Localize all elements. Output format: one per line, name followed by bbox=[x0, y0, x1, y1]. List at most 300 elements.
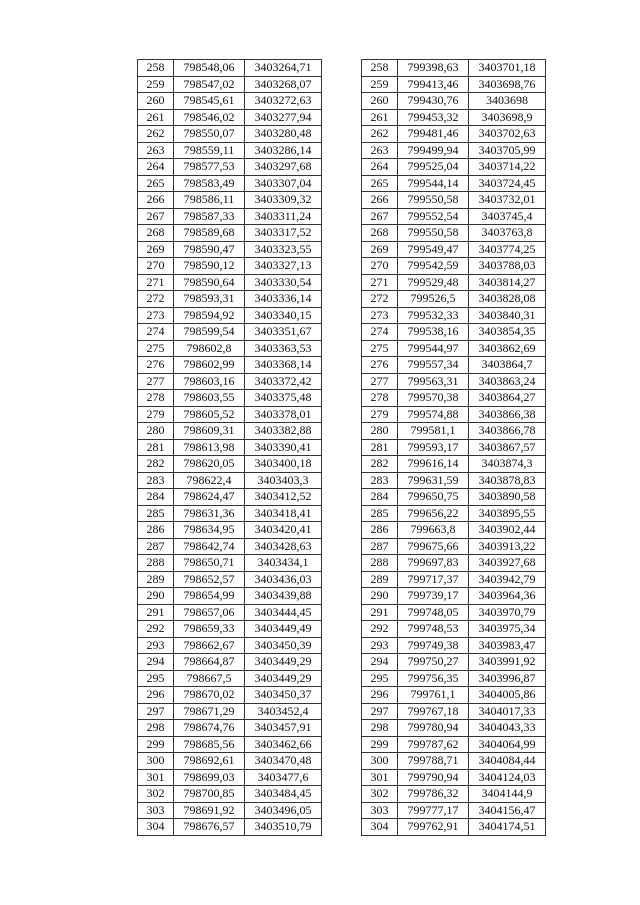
x-coordinate-cell: 798650,71 bbox=[174, 555, 245, 572]
x-coordinate-cell: 798559,11 bbox=[174, 142, 245, 159]
x-coordinate-cell: 798577,53 bbox=[174, 159, 245, 176]
point-number-cell: 259 bbox=[138, 76, 174, 93]
x-coordinate-cell: 798699,03 bbox=[174, 769, 245, 786]
y-coordinate-cell: 3403702,63 bbox=[469, 126, 546, 143]
x-coordinate-cell: 799413,46 bbox=[398, 76, 469, 93]
table-row bbox=[138, 571, 322, 588]
x-coordinate-cell: 799549,47 bbox=[398, 241, 469, 258]
y-coordinate-cell: 3403436,03 bbox=[245, 571, 322, 588]
coordinate-table-left bbox=[137, 59, 322, 836]
x-coordinate-cell: 798667,5 bbox=[174, 670, 245, 687]
table-row bbox=[138, 225, 322, 242]
table-row bbox=[138, 555, 322, 572]
point-number-cell: 271 bbox=[362, 274, 398, 291]
point-number-cell: 282 bbox=[362, 456, 398, 473]
x-coordinate-cell: 799739,17 bbox=[398, 588, 469, 605]
point-number-cell: 303 bbox=[138, 802, 174, 819]
table-row bbox=[138, 505, 322, 522]
x-coordinate-cell: 798642,74 bbox=[174, 538, 245, 555]
x-coordinate-cell: 799663,8 bbox=[398, 522, 469, 539]
table-row bbox=[362, 753, 546, 770]
y-coordinate-cell: 3403307,04 bbox=[245, 175, 322, 192]
x-coordinate-cell: 799748,05 bbox=[398, 604, 469, 621]
point-number-cell: 296 bbox=[138, 687, 174, 704]
y-coordinate-cell: 3403400,18 bbox=[245, 456, 322, 473]
x-coordinate-cell: 799786,32 bbox=[398, 786, 469, 803]
table-row bbox=[138, 819, 322, 836]
y-coordinate-cell: 3403862,69 bbox=[469, 340, 546, 357]
y-coordinate-cell: 3403340,15 bbox=[245, 307, 322, 324]
table-row bbox=[362, 208, 546, 225]
table-row bbox=[138, 786, 322, 803]
table-row bbox=[362, 192, 546, 209]
y-coordinate-cell: 3403450,39 bbox=[245, 637, 322, 654]
y-coordinate-cell: 3403382,88 bbox=[245, 423, 322, 440]
table-row bbox=[362, 637, 546, 654]
table-row bbox=[138, 307, 322, 324]
y-coordinate-cell: 3403788,03 bbox=[469, 258, 546, 275]
x-coordinate-cell: 798700,85 bbox=[174, 786, 245, 803]
point-number-cell: 271 bbox=[138, 274, 174, 291]
x-coordinate-cell: 798593,31 bbox=[174, 291, 245, 308]
x-coordinate-cell: 798670,02 bbox=[174, 687, 245, 704]
point-number-cell: 277 bbox=[362, 373, 398, 390]
x-coordinate-cell: 799544,97 bbox=[398, 340, 469, 357]
point-number-cell: 266 bbox=[138, 192, 174, 209]
x-coordinate-cell: 798586,11 bbox=[174, 192, 245, 209]
x-coordinate-cell: 799787,62 bbox=[398, 736, 469, 753]
table-row bbox=[362, 258, 546, 275]
x-coordinate-cell: 798685,56 bbox=[174, 736, 245, 753]
point-number-cell: 293 bbox=[138, 637, 174, 654]
point-number-cell: 291 bbox=[138, 604, 174, 621]
table-row bbox=[362, 93, 546, 110]
table-row bbox=[138, 687, 322, 704]
point-number-cell: 301 bbox=[138, 769, 174, 786]
point-number-cell: 302 bbox=[138, 786, 174, 803]
table-row bbox=[362, 274, 546, 291]
y-coordinate-cell: 3403996,87 bbox=[469, 670, 546, 687]
x-coordinate-cell: 799538,16 bbox=[398, 324, 469, 341]
y-coordinate-cell: 3403351,67 bbox=[245, 324, 322, 341]
table-row bbox=[362, 423, 546, 440]
x-coordinate-cell: 799761,1 bbox=[398, 687, 469, 704]
x-coordinate-cell: 799656,22 bbox=[398, 505, 469, 522]
y-coordinate-cell: 3403698,9 bbox=[469, 109, 546, 126]
y-coordinate-cell: 3403895,55 bbox=[469, 505, 546, 522]
table-row bbox=[138, 324, 322, 341]
x-coordinate-cell: 798605,52 bbox=[174, 406, 245, 423]
point-number-cell: 269 bbox=[362, 241, 398, 258]
coordinate-table-right bbox=[361, 59, 546, 836]
point-number-cell: 295 bbox=[138, 670, 174, 687]
table-row bbox=[138, 208, 322, 225]
x-coordinate-cell: 799529,48 bbox=[398, 274, 469, 291]
table-row bbox=[138, 76, 322, 93]
y-coordinate-cell: 3403745,4 bbox=[469, 208, 546, 225]
x-coordinate-cell: 798545,61 bbox=[174, 93, 245, 110]
y-coordinate-cell: 3403449,49 bbox=[245, 621, 322, 638]
point-number-cell: 289 bbox=[362, 571, 398, 588]
table-row bbox=[138, 175, 322, 192]
point-number-cell: 293 bbox=[362, 637, 398, 654]
table-row bbox=[362, 109, 546, 126]
table-row bbox=[138, 274, 322, 291]
x-coordinate-cell: 799788,71 bbox=[398, 753, 469, 770]
y-coordinate-cell: 3404017,33 bbox=[469, 703, 546, 720]
y-coordinate-cell: 3403390,41 bbox=[245, 439, 322, 456]
table-row bbox=[138, 60, 322, 77]
table-row bbox=[138, 670, 322, 687]
table-row bbox=[362, 472, 546, 489]
y-coordinate-cell: 3403403,3 bbox=[245, 472, 322, 489]
x-coordinate-cell: 799544,14 bbox=[398, 175, 469, 192]
y-coordinate-cell: 3403428,63 bbox=[245, 538, 322, 555]
table-row bbox=[138, 241, 322, 258]
y-coordinate-cell: 3403470,48 bbox=[245, 753, 322, 770]
y-coordinate-cell: 3403724,45 bbox=[469, 175, 546, 192]
table-row bbox=[362, 604, 546, 621]
table-row bbox=[138, 637, 322, 654]
x-coordinate-cell: 799525,04 bbox=[398, 159, 469, 176]
point-number-cell: 285 bbox=[138, 505, 174, 522]
point-number-cell: 302 bbox=[362, 786, 398, 803]
point-number-cell: 283 bbox=[138, 472, 174, 489]
table-row bbox=[362, 505, 546, 522]
x-coordinate-cell: 799650,75 bbox=[398, 489, 469, 506]
y-coordinate-cell: 3403372,42 bbox=[245, 373, 322, 390]
x-coordinate-cell: 798546,02 bbox=[174, 109, 245, 126]
y-coordinate-cell: 3404144,9 bbox=[469, 786, 546, 803]
y-coordinate-cell: 3403874,3 bbox=[469, 456, 546, 473]
table-row bbox=[138, 753, 322, 770]
x-coordinate-cell: 799570,38 bbox=[398, 390, 469, 407]
y-coordinate-cell: 3403863,24 bbox=[469, 373, 546, 390]
x-coordinate-cell: 798547,02 bbox=[174, 76, 245, 93]
x-coordinate-cell: 799550,58 bbox=[398, 192, 469, 209]
x-coordinate-cell: 798603,16 bbox=[174, 373, 245, 390]
table-row bbox=[362, 159, 546, 176]
x-coordinate-cell: 799532,33 bbox=[398, 307, 469, 324]
table-row bbox=[362, 439, 546, 456]
table-row bbox=[362, 324, 546, 341]
x-coordinate-cell: 799750,27 bbox=[398, 654, 469, 671]
table-row bbox=[362, 802, 546, 819]
table-row bbox=[362, 522, 546, 539]
y-coordinate-cell: 3403913,22 bbox=[469, 538, 546, 555]
point-number-cell: 294 bbox=[362, 654, 398, 671]
y-coordinate-cell: 3403991,92 bbox=[469, 654, 546, 671]
y-coordinate-cell: 3403902,44 bbox=[469, 522, 546, 539]
x-coordinate-cell: 798583,49 bbox=[174, 175, 245, 192]
table-row bbox=[362, 373, 546, 390]
point-number-cell: 287 bbox=[138, 538, 174, 555]
point-number-cell: 270 bbox=[362, 258, 398, 275]
y-coordinate-cell: 3403434,1 bbox=[245, 555, 322, 572]
y-coordinate-cell: 3404156,47 bbox=[469, 802, 546, 819]
point-number-cell: 297 bbox=[138, 703, 174, 720]
table-row bbox=[362, 456, 546, 473]
point-number-cell: 260 bbox=[138, 93, 174, 110]
y-coordinate-cell: 3403484,45 bbox=[245, 786, 322, 803]
table-row bbox=[362, 291, 546, 308]
y-coordinate-cell: 3404124,03 bbox=[469, 769, 546, 786]
point-number-cell: 269 bbox=[138, 241, 174, 258]
y-coordinate-cell: 3403452,4 bbox=[245, 703, 322, 720]
point-number-cell: 273 bbox=[362, 307, 398, 324]
y-coordinate-cell: 3403277,94 bbox=[245, 109, 322, 126]
point-number-cell: 278 bbox=[138, 390, 174, 407]
table-row bbox=[138, 604, 322, 621]
point-number-cell: 296 bbox=[362, 687, 398, 704]
x-coordinate-cell: 798589,68 bbox=[174, 225, 245, 242]
y-coordinate-cell: 3404084,44 bbox=[469, 753, 546, 770]
point-number-cell: 288 bbox=[138, 555, 174, 572]
point-number-cell: 274 bbox=[362, 324, 398, 341]
y-coordinate-cell: 3403264,71 bbox=[245, 60, 322, 77]
x-coordinate-cell: 798664,87 bbox=[174, 654, 245, 671]
point-number-cell: 279 bbox=[362, 406, 398, 423]
point-number-cell: 297 bbox=[362, 703, 398, 720]
y-coordinate-cell: 3403311,24 bbox=[245, 208, 322, 225]
table-row bbox=[362, 819, 546, 836]
point-number-cell: 261 bbox=[138, 109, 174, 126]
x-coordinate-cell: 798691,92 bbox=[174, 802, 245, 819]
x-coordinate-cell: 799756,35 bbox=[398, 670, 469, 687]
coordinate-table-body bbox=[362, 60, 546, 836]
x-coordinate-cell: 798654,99 bbox=[174, 588, 245, 605]
y-coordinate-cell: 3403867,57 bbox=[469, 439, 546, 456]
table-row bbox=[362, 621, 546, 638]
point-number-cell: 272 bbox=[362, 291, 398, 308]
point-number-cell: 301 bbox=[362, 769, 398, 786]
y-coordinate-cell: 3404174,51 bbox=[469, 819, 546, 836]
point-number-cell: 272 bbox=[138, 291, 174, 308]
y-coordinate-cell: 3403330,54 bbox=[245, 274, 322, 291]
x-coordinate-cell: 799526,5 bbox=[398, 291, 469, 308]
y-coordinate-cell: 3403828,08 bbox=[469, 291, 546, 308]
table-row bbox=[362, 357, 546, 374]
x-coordinate-cell: 798613,98 bbox=[174, 439, 245, 456]
point-number-cell: 285 bbox=[362, 505, 398, 522]
y-coordinate-cell: 3403280,48 bbox=[245, 126, 322, 143]
point-number-cell: 263 bbox=[362, 142, 398, 159]
x-coordinate-cell: 798594,92 bbox=[174, 307, 245, 324]
point-number-cell: 303 bbox=[362, 802, 398, 819]
x-coordinate-cell: 799767,18 bbox=[398, 703, 469, 720]
point-number-cell: 266 bbox=[362, 192, 398, 209]
y-coordinate-cell: 3403763,8 bbox=[469, 225, 546, 242]
point-number-cell: 264 bbox=[362, 159, 398, 176]
point-number-cell: 286 bbox=[138, 522, 174, 539]
table-row bbox=[362, 489, 546, 506]
table-row bbox=[138, 258, 322, 275]
x-coordinate-cell: 799675,66 bbox=[398, 538, 469, 555]
table-row bbox=[362, 786, 546, 803]
y-coordinate-cell: 3403701,18 bbox=[469, 60, 546, 77]
point-number-cell: 290 bbox=[138, 588, 174, 605]
table-row bbox=[138, 423, 322, 440]
table-row bbox=[362, 571, 546, 588]
y-coordinate-cell: 3403878,83 bbox=[469, 472, 546, 489]
y-coordinate-cell: 3403510,79 bbox=[245, 819, 322, 836]
point-number-cell: 262 bbox=[138, 126, 174, 143]
point-number-cell: 265 bbox=[138, 175, 174, 192]
y-coordinate-cell: 3403378,01 bbox=[245, 406, 322, 423]
x-coordinate-cell: 798548,06 bbox=[174, 60, 245, 77]
x-coordinate-cell: 799563,31 bbox=[398, 373, 469, 390]
y-coordinate-cell: 3403323,55 bbox=[245, 241, 322, 258]
point-number-cell: 292 bbox=[138, 621, 174, 638]
x-coordinate-cell: 799631,59 bbox=[398, 472, 469, 489]
table-row bbox=[138, 159, 322, 176]
table-row bbox=[138, 109, 322, 126]
point-number-cell: 264 bbox=[138, 159, 174, 176]
y-coordinate-cell: 3403964,36 bbox=[469, 588, 546, 605]
y-coordinate-cell: 3403714,22 bbox=[469, 159, 546, 176]
table-row bbox=[138, 654, 322, 671]
y-coordinate-cell: 3403496,05 bbox=[245, 802, 322, 819]
point-number-cell: 268 bbox=[138, 225, 174, 242]
y-coordinate-cell: 3403457,91 bbox=[245, 720, 322, 737]
point-number-cell: 259 bbox=[362, 76, 398, 93]
table-row bbox=[362, 175, 546, 192]
x-coordinate-cell: 798657,06 bbox=[174, 604, 245, 621]
table-row bbox=[138, 489, 322, 506]
table-row bbox=[138, 406, 322, 423]
table-row bbox=[362, 654, 546, 671]
x-coordinate-cell: 798602,8 bbox=[174, 340, 245, 357]
coordinate-table-body bbox=[138, 60, 322, 836]
y-coordinate-cell: 3403477,6 bbox=[245, 769, 322, 786]
x-coordinate-cell: 798692,61 bbox=[174, 753, 245, 770]
x-coordinate-cell: 799398,63 bbox=[398, 60, 469, 77]
point-number-cell: 273 bbox=[138, 307, 174, 324]
x-coordinate-cell: 799574,88 bbox=[398, 406, 469, 423]
x-coordinate-cell: 798620,05 bbox=[174, 456, 245, 473]
point-number-cell: 281 bbox=[138, 439, 174, 456]
table-row bbox=[138, 291, 322, 308]
table-row bbox=[362, 406, 546, 423]
x-coordinate-cell: 798587,33 bbox=[174, 208, 245, 225]
y-coordinate-cell: 3403705,99 bbox=[469, 142, 546, 159]
point-number-cell: 267 bbox=[138, 208, 174, 225]
y-coordinate-cell: 3403462,66 bbox=[245, 736, 322, 753]
table-row bbox=[138, 126, 322, 143]
y-coordinate-cell: 3403297,68 bbox=[245, 159, 322, 176]
table-row bbox=[138, 588, 322, 605]
table-row bbox=[362, 720, 546, 737]
y-coordinate-cell: 3403336,14 bbox=[245, 291, 322, 308]
x-coordinate-cell: 799499,94 bbox=[398, 142, 469, 159]
table-row bbox=[362, 703, 546, 720]
x-coordinate-cell: 799780,94 bbox=[398, 720, 469, 737]
point-number-cell: 295 bbox=[362, 670, 398, 687]
y-coordinate-cell: 3403774,25 bbox=[469, 241, 546, 258]
x-coordinate-cell: 799581,1 bbox=[398, 423, 469, 440]
table-row bbox=[138, 439, 322, 456]
point-number-cell: 267 bbox=[362, 208, 398, 225]
x-coordinate-cell: 798603,55 bbox=[174, 390, 245, 407]
x-coordinate-cell: 799748,53 bbox=[398, 621, 469, 638]
x-coordinate-cell: 798634,95 bbox=[174, 522, 245, 539]
point-number-cell: 300 bbox=[362, 753, 398, 770]
table-row bbox=[138, 142, 322, 159]
table-row bbox=[362, 60, 546, 77]
y-coordinate-cell: 3403983,47 bbox=[469, 637, 546, 654]
point-number-cell: 299 bbox=[362, 736, 398, 753]
x-coordinate-cell: 799717,37 bbox=[398, 571, 469, 588]
point-number-cell: 298 bbox=[138, 720, 174, 737]
y-coordinate-cell: 3403420,41 bbox=[245, 522, 322, 539]
y-coordinate-cell: 3403942,79 bbox=[469, 571, 546, 588]
x-coordinate-cell: 799697,83 bbox=[398, 555, 469, 572]
table-row bbox=[138, 621, 322, 638]
point-number-cell: 294 bbox=[138, 654, 174, 671]
y-coordinate-cell: 3403449,29 bbox=[245, 670, 322, 687]
y-coordinate-cell: 3403840,31 bbox=[469, 307, 546, 324]
point-number-cell: 258 bbox=[362, 60, 398, 77]
x-coordinate-cell: 799616,14 bbox=[398, 456, 469, 473]
table-row bbox=[362, 555, 546, 572]
x-coordinate-cell: 799430,76 bbox=[398, 93, 469, 110]
table-row bbox=[362, 76, 546, 93]
x-coordinate-cell: 798590,64 bbox=[174, 274, 245, 291]
x-coordinate-cell: 798590,12 bbox=[174, 258, 245, 275]
y-coordinate-cell: 3403970,79 bbox=[469, 604, 546, 621]
point-number-cell: 286 bbox=[362, 522, 398, 539]
table-row bbox=[362, 340, 546, 357]
y-coordinate-cell: 3403864,7 bbox=[469, 357, 546, 374]
point-number-cell: 281 bbox=[362, 439, 398, 456]
x-coordinate-cell: 798590,47 bbox=[174, 241, 245, 258]
y-coordinate-cell: 3403698,76 bbox=[469, 76, 546, 93]
point-number-cell: 261 bbox=[362, 109, 398, 126]
point-number-cell: 280 bbox=[362, 423, 398, 440]
y-coordinate-cell: 3403927,68 bbox=[469, 555, 546, 572]
point-number-cell: 275 bbox=[138, 340, 174, 357]
x-coordinate-cell: 798674,76 bbox=[174, 720, 245, 737]
point-number-cell: 258 bbox=[138, 60, 174, 77]
table-row bbox=[138, 720, 322, 737]
point-number-cell: 280 bbox=[138, 423, 174, 440]
x-coordinate-cell: 798622,4 bbox=[174, 472, 245, 489]
y-coordinate-cell: 3403375,48 bbox=[245, 390, 322, 407]
y-coordinate-cell: 3403272,63 bbox=[245, 93, 322, 110]
x-coordinate-cell: 799762,91 bbox=[398, 819, 469, 836]
table-row bbox=[362, 390, 546, 407]
x-coordinate-cell: 798662,67 bbox=[174, 637, 245, 654]
point-number-cell: 277 bbox=[138, 373, 174, 390]
y-coordinate-cell: 3403975,34 bbox=[469, 621, 546, 638]
y-coordinate-cell: 3403450,37 bbox=[245, 687, 322, 704]
point-number-cell: 290 bbox=[362, 588, 398, 605]
y-coordinate-cell: 3403286,14 bbox=[245, 142, 322, 159]
y-coordinate-cell: 3403732,01 bbox=[469, 192, 546, 209]
x-coordinate-cell: 798550,07 bbox=[174, 126, 245, 143]
table-row bbox=[362, 126, 546, 143]
point-number-cell: 284 bbox=[138, 489, 174, 506]
x-coordinate-cell: 798676,57 bbox=[174, 819, 245, 836]
point-number-cell: 287 bbox=[362, 538, 398, 555]
point-number-cell: 282 bbox=[138, 456, 174, 473]
y-coordinate-cell: 3403363,53 bbox=[245, 340, 322, 357]
y-coordinate-cell: 3403309,32 bbox=[245, 192, 322, 209]
point-number-cell: 289 bbox=[138, 571, 174, 588]
y-coordinate-cell: 3403412,52 bbox=[245, 489, 322, 506]
point-number-cell: 291 bbox=[362, 604, 398, 621]
x-coordinate-cell: 799557,34 bbox=[398, 357, 469, 374]
